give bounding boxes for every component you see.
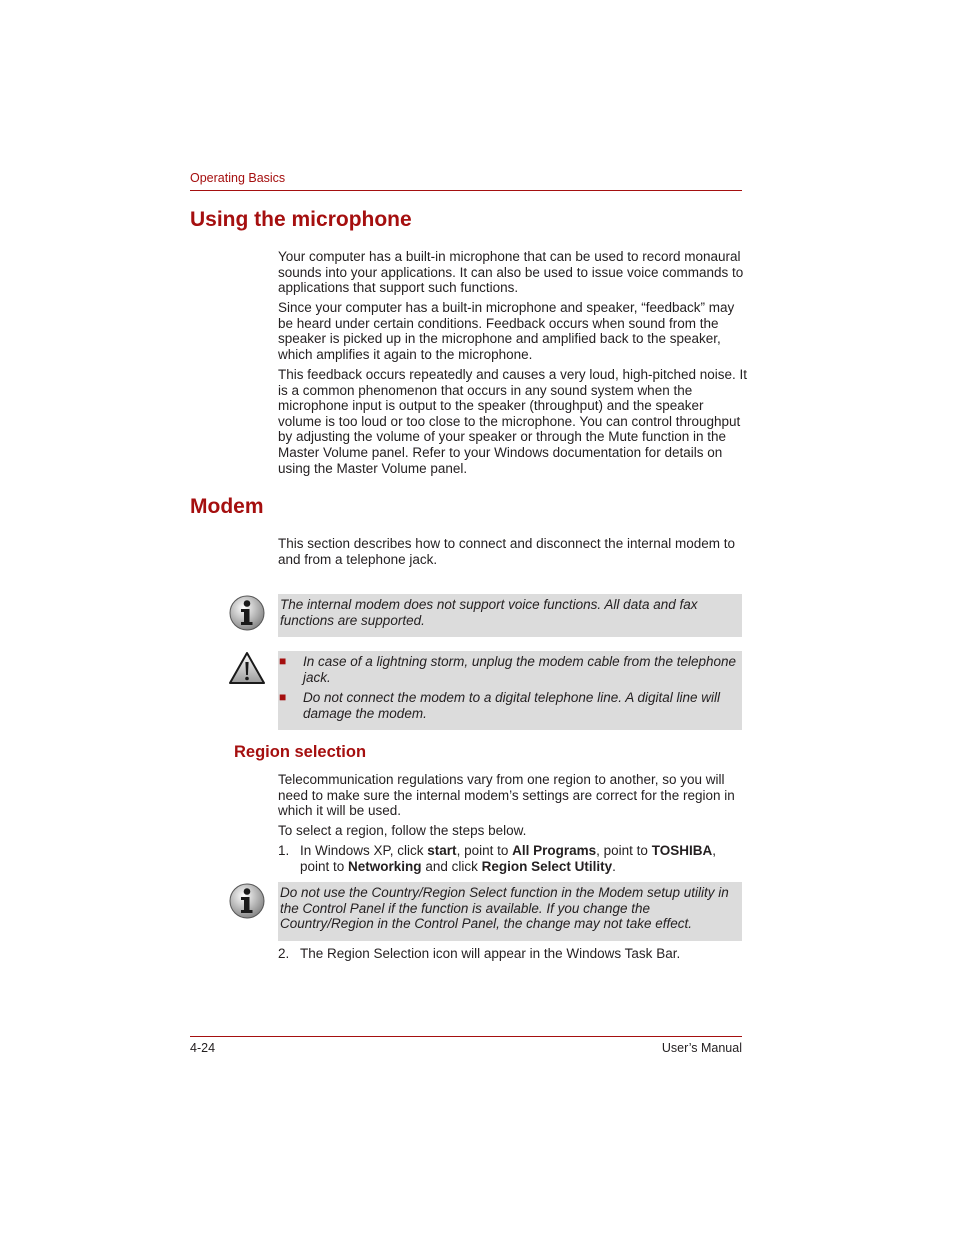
warning-text-2: Do not connect the modem to a digital telephone line. A digital line will damage the modem.	[303, 690, 720, 721]
region-paragraph-1: Telecommunication regulations vary from one region to another, so you will need to make sure the internal modem’s settings are correct for the region in which it will be used.	[278, 772, 735, 819]
info-note-region	[278, 882, 742, 941]
warning-icon	[228, 650, 266, 688]
menu-region-select-utility: Region Select Utility	[481, 858, 613, 874]
step-1	[278, 843, 748, 874]
mic-paragraph-2: Since your computer has a built-in microphone and speaker, “feedback” may be heard under certain conditions. Feedback occurs when sound from the speaker is picked up in the microphone and amplified back to the speaker, which amplifies it again to the microphone.	[278, 300, 735, 362]
info-note-modem-text: The internal modem does not support voice functions. All data and fax functions are supported.	[280, 597, 698, 628]
info-icon	[228, 882, 266, 920]
menu-all-programs: All Programs	[512, 843, 597, 858]
menu-networking: Networking	[348, 858, 422, 874]
step-number: 1.	[278, 843, 290, 858]
info-note-region-text: Do not use the Country/Region Select function in the Modem setup utility in the Control Panel if the function is available. If you change the Country/Region in the Control Panel, the change may not take effect.	[280, 885, 729, 932]
page-number: 4-24	[190, 1041, 216, 1055]
mic-paragraph-3: This feedback occurs repeatedly and causes a very loud, high-pitched noise. It is a common phenomenon that occurs in any sound system when the microphone input is output to the speaker (throughput) and the speaker volume is too loud or too close to the microphone. You can control throughput by adjusting the volume of your speaker or through the Mute function in the Master Volume panel. Refer to your Windows documentation for details on using the Master Volume panel.	[278, 367, 748, 476]
warning-box-modem	[278, 651, 742, 730]
heading-microphone: Using the microphone	[190, 208, 412, 231]
bullet-square: ■	[279, 690, 287, 705]
warning-item	[278, 654, 742, 685]
bullet-square: ■	[279, 654, 287, 668]
mic-paragraph-1: Your computer has a built-in microphone that can be used to record monaural sounds into your applications. It can also be used to issue voice commands to applications that support such functions.	[278, 249, 744, 296]
region-paragraph-2: To select a region, follow the steps below.	[278, 823, 527, 838]
step-2-text: The Region Selection icon will appear in the Windows Task Bar.	[300, 946, 681, 961]
menu-start: start	[427, 843, 457, 858]
warning-text-1: In case of a lightning storm, unplug the modem cable from the telephone jack.	[303, 654, 737, 685]
header-rule	[190, 190, 742, 191]
step-1-text: In Windows XP, click start, point to All Programs, point to TOSHIBA, point to Networking and click Region Select Utility.	[300, 843, 716, 874]
heading-region-selection: Region selection	[234, 743, 367, 761]
step-2	[278, 946, 748, 962]
info-note-modem	[278, 594, 742, 637]
heading-modem: Modem	[190, 495, 264, 518]
modem-intro: This section describes how to connect and disconnect the internal modem to and from a telephone jack.	[278, 536, 736, 567]
manual-title: User’s Manual	[661, 1041, 742, 1055]
footer-rule	[190, 1036, 742, 1037]
warning-item	[278, 690, 742, 721]
info-icon	[228, 594, 266, 632]
running-header: Operating Basics	[190, 171, 286, 185]
menu-toshiba: TOSHIBA	[651, 843, 713, 858]
step-number: 2.	[278, 946, 290, 961]
